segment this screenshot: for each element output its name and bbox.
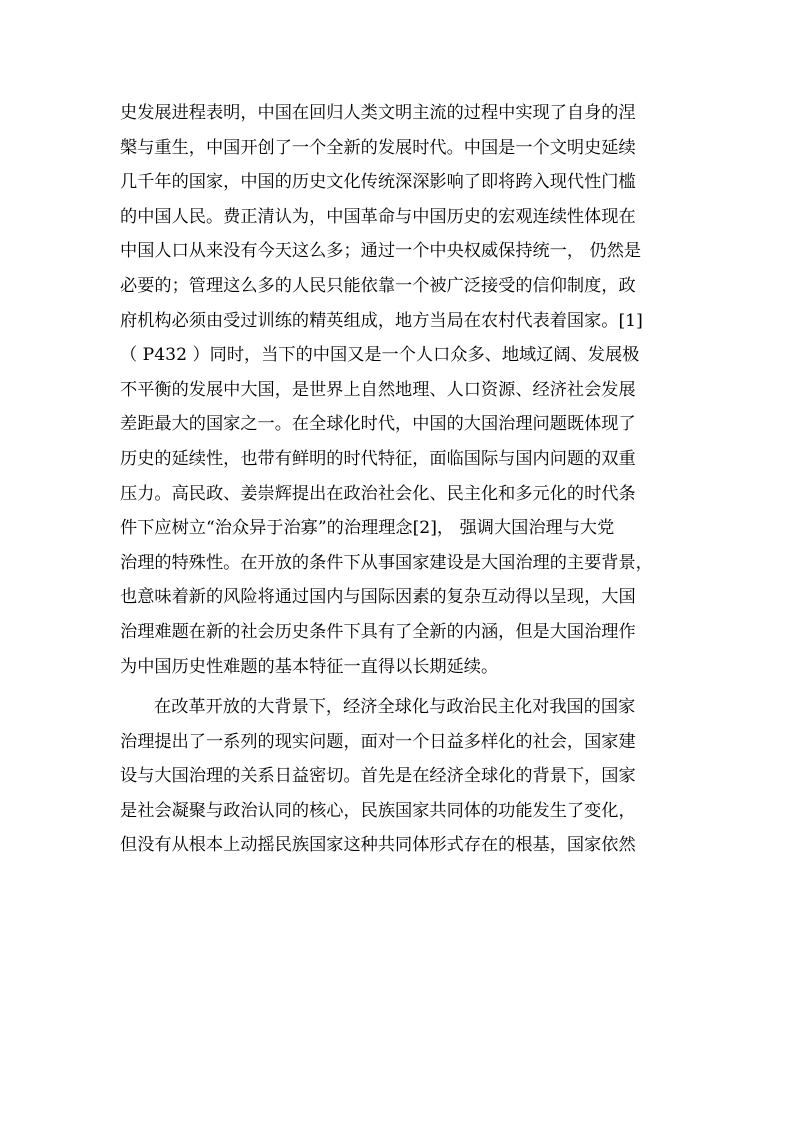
paragraph-2-line-5: 但没有从根本上动摇民族国家这种共同体形式存在的根基，国家依然 (120, 835, 636, 856)
paragraph-1-line-6: 必要的；管理这么多的人民只能依靠一个被广泛接受的信仰制度，政 (120, 275, 636, 296)
paragraph-1-line-11: 历史的延续性，也带有鲜明的时代特征，面临国际与国内问题的双重 (120, 448, 636, 469)
paragraph-2 (120, 690, 680, 863)
paragraph-1-line-15: 也意味着新的风险将通过国内与国际因素的复杂互动得以呈现，大国 (120, 587, 636, 608)
paragraph-1-line-17: 为中国历史性难题的基本特征一直得以长期延续。 (120, 656, 499, 677)
paragraph-1-line-12: 压力。高民政、姜崇辉提出在政治社会化、民主化和多元化的时代条 (120, 483, 636, 504)
paragraph-1-line-1: 史发展进程表明，中国在回归人类文明主流的过程中实现了自身的涅 (120, 103, 636, 123)
paragraph-2-line-3: 设与大国治理的关系日益密切。首先是在经济全球化的背景下，国家 (120, 766, 636, 787)
paragraph-1-line-8: （ P432 ）同时，当下的中国又是一个人口众多、地域辽阔、发展极 (120, 345, 640, 366)
paragraph-2-line-1: 在改革开放的大背景下，经济全球化与政治民主化对我国的国家 (154, 697, 636, 718)
paragraph-1-line-10: 差距最大的国家之一。在全球化时代，中国的大国治理问题既体现了 (120, 414, 636, 435)
paragraph-1-line-7: 府机构必须由受过训练的精英组成，地方当局在农村代表着国家。[1] (120, 310, 643, 331)
paragraph-1-line-13: 件下应树立“治众异于治寡”的治理理念[2]， 强调大国治理与大党 (120, 518, 615, 539)
paragraph-2-line-2: 治理提出了一系列的现实问题，面对一个日益多样化的社会，国家建 (120, 731, 636, 752)
paragraph-1-line-4: 的中国人民。费正清认为，中国革命与中国历史的宏观连续性体现在 (120, 206, 636, 227)
paragraph-1-line-16: 治理难题在新的社会历史条件下具有了全新的内涵，但是大国治理作 (120, 621, 636, 642)
paragraph-1-line-3: 几千年的国家，中国的历史文化传统深深影响了即将跨入现代性门槛 (120, 172, 636, 193)
document-body (120, 96, 680, 863)
paragraph-1-line-2: 槃与重生，中国开创了一个全新的发展时代。中国是一个文明史延续 (120, 137, 636, 158)
paragraph-2-line-4: 是社会凝聚与政治认同的核心，民族国家共同体的功能发生了变化， (120, 800, 636, 821)
paragraph-1-line-9: 不平衡的发展中大国，是世界上自然地理、人口资源、经济社会发展 (120, 379, 636, 400)
paragraph-1-line-5: 中国人口从来没有今天这么多；通过一个中央权威保持统一， 仍然是 (120, 241, 642, 262)
paragraph-1 (120, 96, 680, 684)
paragraph-1-line-14: 治理的特殊性。在开放的条件下从事国家建设是大国治理的主要背景， (120, 552, 653, 573)
